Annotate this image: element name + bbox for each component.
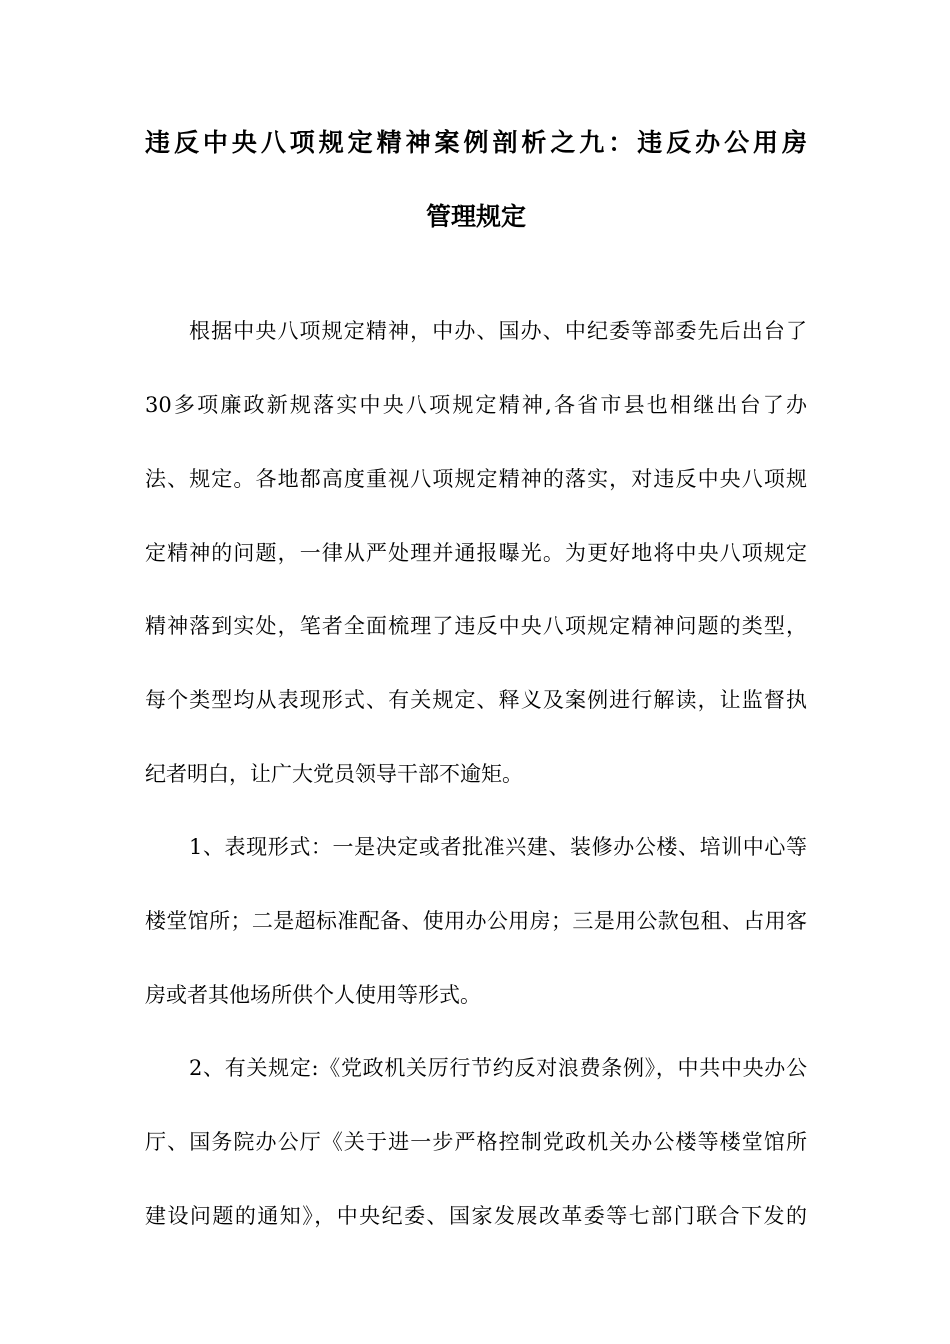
document-body <box>145 295 807 1253</box>
text-line: 楼堂馆所；二是超标准配备、使用办公用房；三是用公款包租、占用客 <box>145 909 807 934</box>
document-title <box>145 106 807 253</box>
paragraph-regulations <box>145 1032 807 1253</box>
text-line: 每个类型均从表现形式、有关规定、释义及案例进行解读，让监督执 <box>145 687 807 712</box>
text-line: 法、规定。各地都高度重视八项规定精神的落实，对违反中央八项规 <box>145 466 807 491</box>
text-line: 根据中央八项规定精神，中办、国办、中纪委等部委先后出台了 <box>189 319 807 344</box>
title-line: 违反中央八项规定精神案例剖析之九：违反办公用房 <box>145 128 807 157</box>
text-line: 房或者其他场所供个人使用等形式。 <box>145 982 481 1007</box>
text-line: 纪者明白，让广大党员领导干部不逾矩。 <box>145 761 523 786</box>
text-line: 30多项廉政新规落实中央八项规定精神,各省市县也相继出台了办 <box>145 393 807 418</box>
paragraph-intro <box>145 295 807 811</box>
paragraph-forms <box>145 811 807 1032</box>
text-line: 1、表现形式：一是决定或者批准兴建、装修办公楼、培训中心等 <box>189 835 807 860</box>
text-line: 精神落到实处，笔者全面梳理了违反中央八项规定精神问题的类型， <box>145 614 807 639</box>
document-page <box>145 106 807 1254</box>
text-line: 厅、国务院办公厅《关于进一步严格控制党政机关办公楼等楼堂馆所 <box>145 1130 807 1155</box>
text-line: 2、有关规定:《党政机关厉行节约反对浪费条例》，中共中央办公 <box>189 1056 807 1081</box>
text-line: 建设问题的通知》，中央纪委、国家发展改革委等七部门联合下发的 <box>145 1203 807 1228</box>
title-line: 管理规定 <box>425 201 526 231</box>
text-line: 定精神的问题，一律从严处理并通报曝光。为更好地将中央八项规定 <box>145 540 807 565</box>
